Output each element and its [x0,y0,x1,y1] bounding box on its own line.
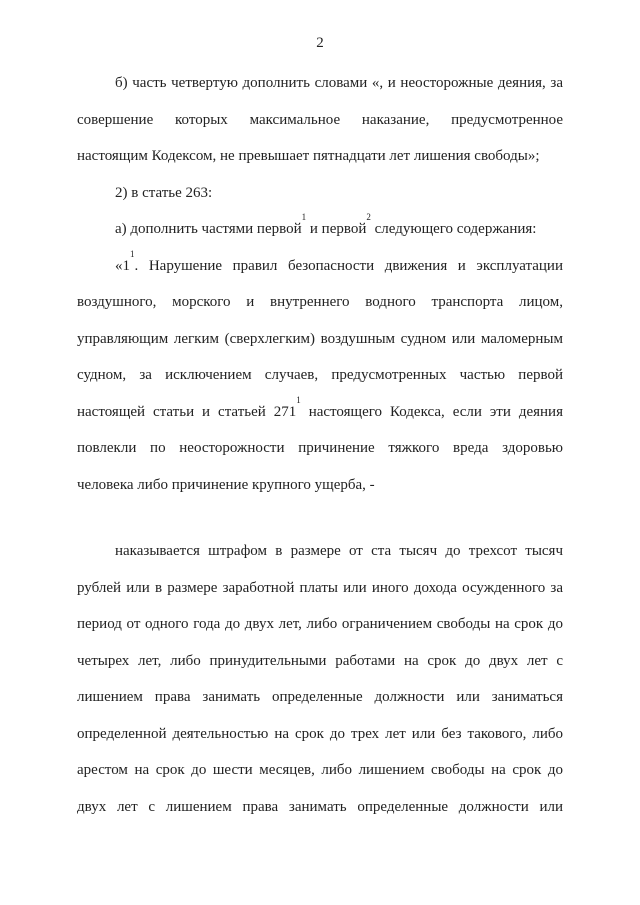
superscript: 1 [301,212,307,222]
paragraph-line: наказывается штрафом в размере от ста тысяч до трехсот тысяч [115,543,563,559]
paragraph-line: б) часть четвертую дополнить словами «, и неосторожные деяния, за [115,75,563,91]
paragraph-line: настоящим Кодексом, не превышает пятнадцати лет лишения свободы»; [77,148,540,164]
paragraph-line: лишением права занимать определенные должности или заниматься [77,689,563,705]
superscript: 2 [366,212,371,222]
paragraph-line: определенной деятельностью на срок до трех лет или без такового, либо [77,725,563,742]
paragraph-line: четырех лет, либо принудительными работами на срок до двух лет с [77,652,563,669]
paragraph-line: «$1^1$. Нарушение правил безопасности движения и эксплуатации [115,248,563,274]
superscript: 1 [296,394,301,405]
paragraph-line: управляющим легким (сверхлегким) воздушным судном или маломерным [77,330,563,347]
paragraph-article-263 [77,184,563,221]
paragraph-line: воздушного, морского и внутреннего водного транспорта лицом, [77,294,563,310]
paragraph-sanction [77,542,563,834]
paragraph-line: двух лет с лишением права занимать определенные должности или [77,798,563,815]
paragraph-line: человека либо причинение крупного ущерба, - [77,476,375,493]
document-body [77,74,563,834]
paragraph-line: 2) в статье 263: [115,184,213,201]
paragraph-line: судном, за исключением случаев, предусмотренных частью первой [77,367,563,383]
paragraph-line: совершение которых максимальное наказание, предусмотренное [77,111,563,128]
paragraph-b [77,74,563,184]
paragraph-a [77,212,563,257]
superscript: 1 [130,248,135,259]
paragraph-line: арестом на срок до шести месяцев, либо лишением свободы на срок до [77,762,563,778]
paragraph-line: период от одного года до двух лет, либо ограничением свободы на срок до [77,616,563,632]
paragraph-line: повлекли по неосторожности причинение тяжкого вреда здоровью [77,440,563,456]
paragraph-line: рублей или в размере заработной платы или иного дохода осужденного за [77,579,563,596]
paragraph-part-1-1 [77,248,563,513]
paragraph-line: настоящей статьи и статьей $271^1$ настоящего Кодекса, если эти деяния [77,394,563,420]
page-number: 2 [316,35,324,51]
paragraph-line: а) дополнить частями первой$^1$ и первой$^2$ следующего содержания: [115,212,537,237]
